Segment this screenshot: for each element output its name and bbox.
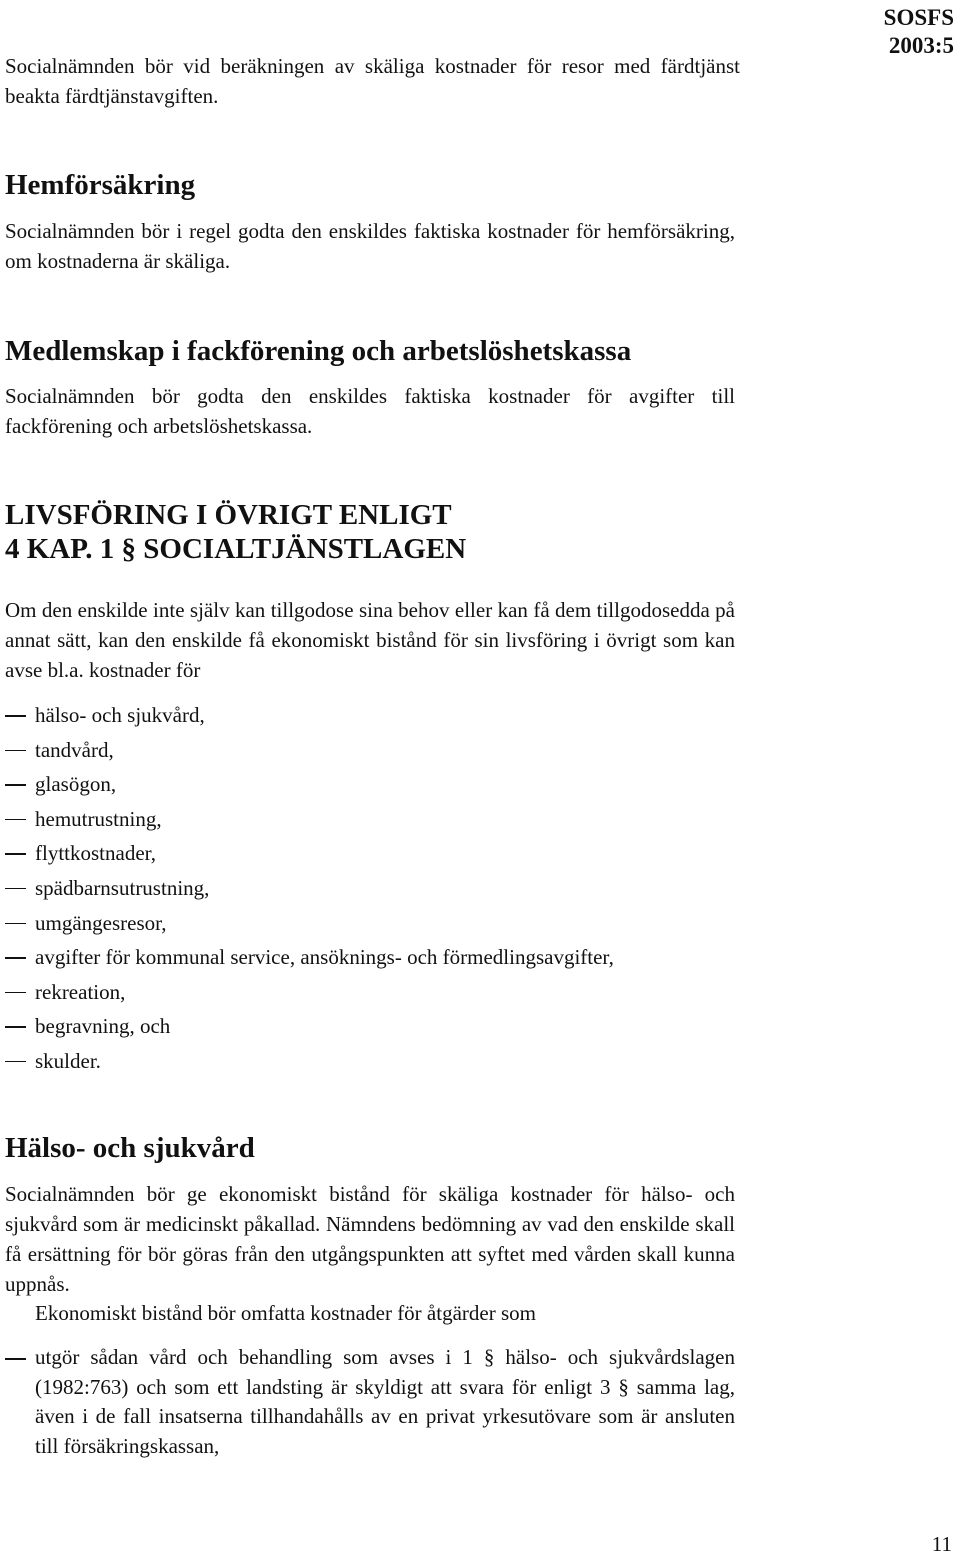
list-item: [5, 975, 614, 1010]
paragraph-hemforsakring: Socialnämnden bör i regel godta den enskildes faktiska kostnader för hemförsäkring, om kostnaderna är skäliga.: [5, 219, 735, 273]
list-item-text: glasögon,: [35, 772, 117, 797]
dash-bullet: [5, 923, 26, 925]
page-number: 11: [931, 1532, 952, 1556]
document-code-line1: SOSFS: [883, 5, 954, 30]
list-item-text: flyttkostnader,: [35, 841, 157, 866]
list-item-text: hemutrustning,: [35, 806, 162, 831]
dash-bullet: [5, 1358, 26, 1360]
dash-bullet: [5, 888, 26, 890]
document-code-line2: 2003:5: [888, 33, 954, 58]
list-item: [5, 906, 614, 941]
list-item: [5, 1343, 735, 1461]
list-item: [5, 733, 614, 768]
paragraph-livsforing: Om den enskilde inte själv kan tillgodose sina behov eller kan få dem tillgodosedda på annat sätt, kan den enskilde få ekonomiskt bistånd för sin livsföring i övrigt som kan avse bl.a. kostnader för: [5, 598, 735, 682]
heading-hemforsakring: Hemförsäkring: [5, 169, 196, 201]
cost-list: [5, 698, 614, 1079]
list-item-text: tandvård,: [35, 737, 114, 762]
list-item: [5, 940, 614, 975]
dash-bullet: [5, 715, 26, 717]
document-code: [884, 4, 954, 60]
list-item-text: hälso- och sjukvård,: [35, 703, 205, 727]
intro-paragraph: Socialnämnden bör vid beräkningen av skäliga kostnader för resor med färdtjänst beakta färdtjänstavgiften.: [5, 54, 740, 108]
paragraph-medlemskap: Socialnämnden bör godta den enskildes faktiska kostnader för avgifter till fackförening och arbetslöshetskassa.: [5, 384, 735, 438]
paragraph-halso: Socialnämnden bör ge ekonomiskt bistånd för skäliga kostnader för hälso- och sjukvård som är medicinskt påkallad. Nämndens bedömning av vad den enskilde skall få ersättning för bör göras från den utgångspunkten att syftet med vården skall kunna uppnås.: [5, 1182, 735, 1296]
list-item-text: skulder.: [35, 1048, 101, 1073]
dash-bullet: [5, 1026, 26, 1028]
heading-medlemskap: Medlemskap i fackförening och arbetslöshetskassa: [5, 335, 632, 367]
list-item-text: utgör sådan vård och behandling som avses i 1 § hälso- och sjukvårdslagen (1982:763) och som ett landsting är skyldigt att svara för enligt 3 § samma lag, även i de fall insatserna tillhandahålls av en privat yrkesutövare som är ansluten till försäkringskassan,: [35, 1345, 735, 1458]
list-item: [5, 767, 614, 802]
dash-bullet: [5, 853, 26, 855]
dash-bullet: [5, 1061, 26, 1063]
dash-bullet: [5, 992, 26, 994]
dash-bullet: [5, 750, 26, 752]
heading-livsforing-line2: 4 KAP. 1 § SOCIALTJÄNSTLAGEN: [5, 533, 467, 565]
list-item: [5, 1044, 614, 1079]
heading-livsforing-line1: LIVSFÖRING I ÖVRIGT ENLIGT: [5, 499, 452, 531]
list-item-text: umgängesresor,: [35, 910, 167, 935]
list-item: [5, 802, 614, 837]
list-item: [5, 871, 614, 906]
dash-bullet: [5, 819, 26, 821]
list-item: [5, 836, 614, 871]
heading-halso: Hälso- och sjukvård: [5, 1132, 255, 1164]
list-item-text: spädbarnsutrustning,: [35, 875, 210, 900]
list-item-text: begravning, och: [35, 1014, 171, 1039]
list-item-text: avgifter för kommunal service, ansöknings- och förmedlingsavgifter,: [35, 945, 614, 970]
paragraph-halso-2: Ekonomiskt bistånd bör omfatta kostnader för åtgärder som: [35, 1301, 536, 1325]
heading-livsforing: [5, 498, 466, 566]
dash-bullet: [5, 784, 26, 786]
list-item: [5, 698, 614, 733]
list-item: [5, 1009, 614, 1044]
dash-bullet: [5, 957, 26, 959]
list-item-text: rekreation,: [35, 979, 126, 1004]
